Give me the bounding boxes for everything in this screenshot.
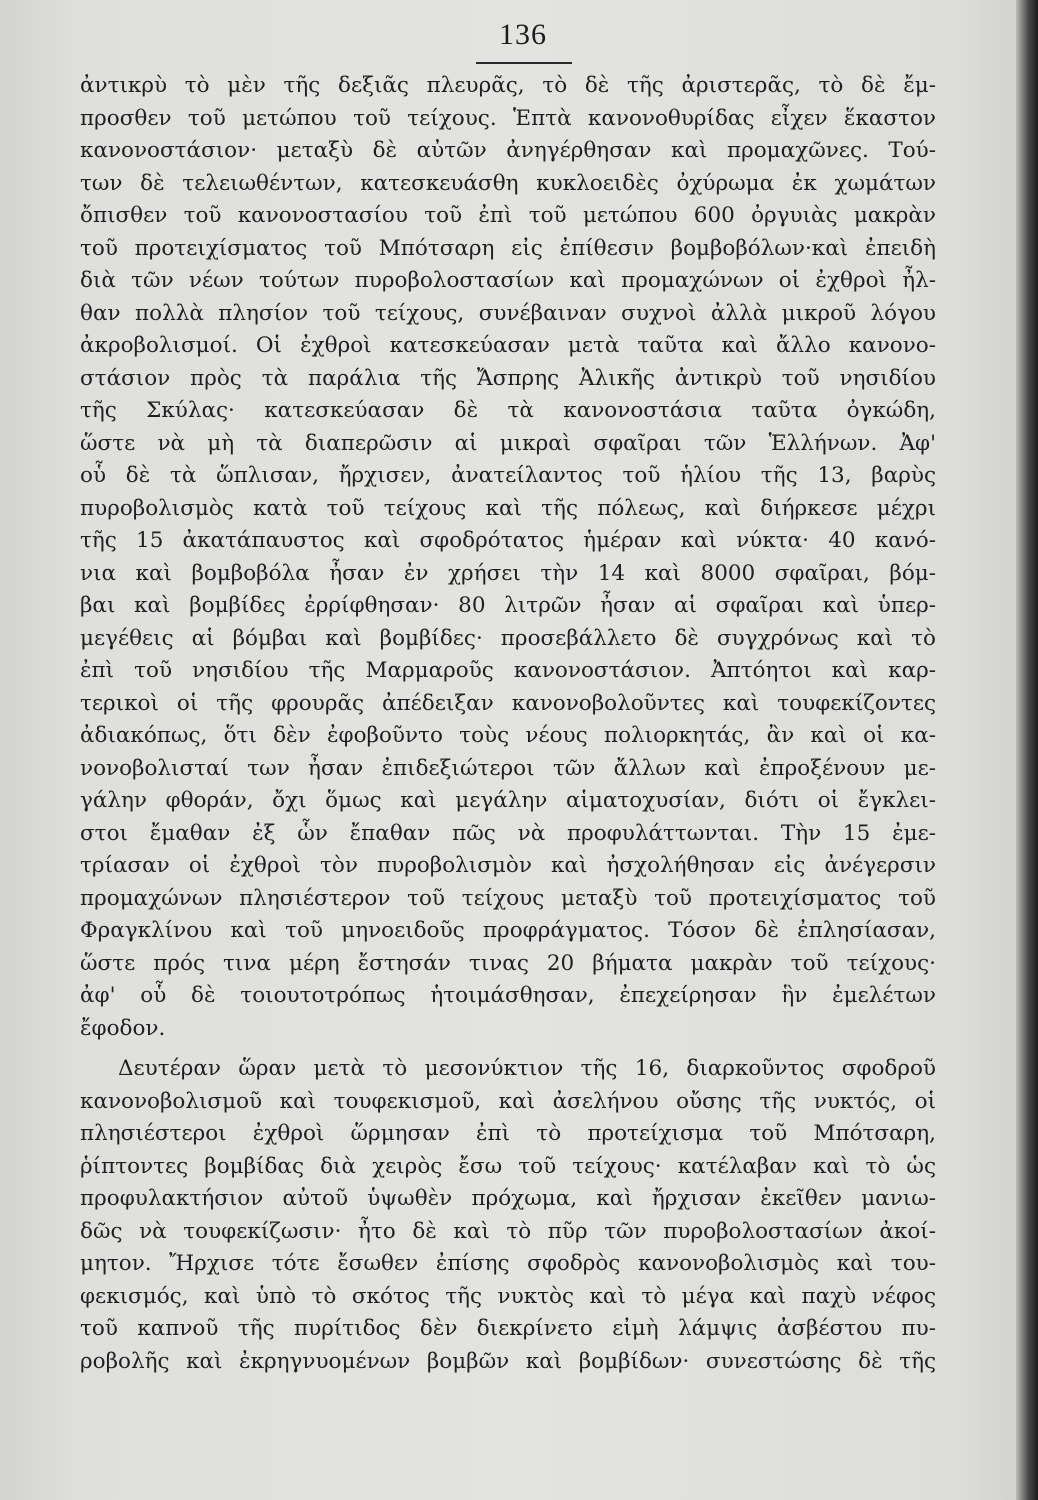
page-number: 136 [499,18,547,51]
text-line: βαι καὶ βομβίδες ἐρρίφθησαν· 80 λιτρῶν ἦσαν αἱ σφαῖραι καὶ ὑπερ- [80,593,936,618]
text-line: τερικοὶ οἱ τῆς φρουρᾶς ἀπέδειξαν κανονοβολοῦντες καὶ τουφεκίζοντες [80,690,936,716]
text-line: ὄπισθεν τοῦ κανονοστασίου τοῦ ἐπὶ τοῦ μετώπου 600 ὀργυιὰς μακρὰν [80,203,936,228]
text-line: τοῦ προτειχίσματος τοῦ Μπότσαρη εἰς ἐπίθεσιν βομβοβόλων·καὶ ἐπειδὴ [80,235,936,261]
text-line: προμαχώνων πλησιέστερον τοῦ τείχους μεταξὺ τοῦ προτειχίσματος τοῦ [80,885,936,911]
paragraph-2 [80,1053,936,1378]
page-number-rule [476,62,572,64]
paragraph-spacer [80,1045,936,1053]
text-line: γάλην φθοράν, ὄχι ὅμως καὶ μεγάλην αἱματοχυσίαν, διότι οἱ ἔγκλει- [80,788,936,813]
text-line: δῶς νὰ τουφεκίζωσιν· ἦτο δὲ καὶ τὸ πῦρ τῶν πυροβολοστασίων ἀκοί- [80,1218,936,1244]
text-line: διὰ τῶν νέων τούτων πυροβολοστασίων καὶ προμαχώνων οἱ ἐχθροὶ ἦλ- [80,268,936,293]
text-line: Δευτέραν ὥραν μετὰ τὸ μεσονύκτιον τῆς 16, διαρκοῦντος σφοδροῦ [118,1056,936,1081]
text-line: τοῦ καπνοῦ τῆς πυρίτιδος δὲν διεκρίνετο εἰμὴ λάμψις ἀσβέστου πυ- [80,1316,936,1341]
text-line: πυροβολισμὸς κατὰ τοῦ τείχους καὶ τῆς πόλεως, καὶ διήρκεσε μέχρι [80,495,936,521]
text-line: ἔφοδον. [80,1015,166,1041]
text-line: νια καὶ βομβοβόλα ἦσαν ἐν χρήσει τὴν 14 καὶ 8000 σφαῖραι, βόμ- [80,560,936,586]
text-line: ροβολῆς καὶ ἐκρηγνυομένων βομβῶν καὶ βομβίδων· συνεστώσης δὲ τῆς [80,1348,936,1374]
text-line: Φραγκλίνου καὶ τοῦ μηνοειδοῦς προφράγματος. Τόσον δὲ ἐπλησίασαν, [80,918,936,943]
text-line: θαν πολλὰ πλησίον τοῦ τείχους, συνέβαιναν συχνοὶ ἀλλὰ μικροῦ λόγου [80,300,936,326]
text-line: κανονοστάσιον· μεταξὺ δὲ αὐτῶν ἀνηγέρθησαν καὶ προμαχῶνες. Τού- [80,138,936,163]
text-line: ἀντικρὺ τὸ μὲν τῆς δεξιᾶς πλευρᾶς, τὸ δὲ τῆς ἀριστερᾶς, τὸ δὲ ἔμ- [80,73,936,98]
text-line: προφυλακτήσιον αὐτοῦ ὑψωθὲν πρόχωμα, καὶ ἤρχισαν ἐκεῖθεν μανιω- [80,1186,936,1211]
text-line: ἀφ' οὗ δὲ τοιουτοτρόπως ἡτοιμάσθησαν, ἐπεχείρησαν ἣν ἐμελέτων [80,983,936,1008]
text-line: ἐπὶ τοῦ νησιδίου τῆς Μαρμαροῦς κανονοστάσιον. Ἀπτόητοι καὶ καρ- [80,658,936,683]
text-line: προσθεν τοῦ μετώπου τοῦ τείχους. Ἑπτὰ κανονοθυρίδας εἶχεν ἕκαστον [80,105,936,131]
text-line: ἀδιακόπως, ὅτι δὲν ἐφοβοῦντο τοὺς νέους πολιορκητάς, ἂν καὶ οἱ κα- [80,723,936,748]
text-line: ὥστε πρός τινα μέρη ἔστησάν τινας 20 βήματα μακρὰν τοῦ τείχους· [80,950,936,976]
text-line: τῆς Σκύλας· κατεσκεύασαν δὲ τὰ κανονοστάσια ταῦτα ὀγκώδη, [80,398,936,423]
text-line: τῆς 15 ἀκατάπαυστος καὶ σφοδρότατος ἡμέραν καὶ νύκτα· 40 κανό- [80,528,936,553]
text-line: στοι ἔμαθαν ἐξ ὧν ἔπαθαν πῶς νὰ προφυλάττωνται. Τὴν 15 ἐμε- [80,820,936,846]
text-line: των δὲ τελειωθέντων, κατεσκευάσθη κυκλοειδὲς ὀχύρωμα ἐκ χωμάτων [80,170,936,196]
text-line: στάσιον πρὸς τὰ παράλια τῆς Ἄσπρης Ἀλικῆς ἀντικρὺ τοῦ νησιδίου [80,365,936,391]
paragraph-1 [80,70,936,1045]
text-line: ἀκροβολισμοί. Οἱ ἐχθροὶ κατεσκεύασαν μετὰ ταῦτα καὶ ἄλλο κανονο- [80,333,936,358]
text-line: ῥίπτοντες βομβίδας διὰ χειρὸς ἔσω τοῦ τείχους· κατέλαβαν καὶ τὸ ὡς [80,1153,936,1179]
text-line: τρίασαν οἱ ἐχθροὶ τὸν πυροβολισμὸν καὶ ἠσχολήθησαν εἰς ἀνέγερσιν [80,853,936,878]
text-line: ὥστε νὰ μὴ τὰ διαπερῶσιν αἱ μικραὶ σφαῖραι τῶν Ἑλλήνων. Ἀφ' [80,430,936,456]
text-line: νονοβολισταί των ἦσαν ἐπιδεξιώτεροι τῶν ἄλλων καὶ ἐπροξένουν με- [80,755,936,781]
body-text [80,70,936,1378]
page-edge-shadow [1016,0,1038,1500]
text-line: μητον. Ἤρχισε τότε ἔσωθεν ἐπίσης σφοδρὸς κανονοβολισμὸς καὶ του- [80,1251,936,1276]
text-line: οὗ δὲ τὰ ὥπλισαν, ἤρχισεν, ἀνατείλαντος τοῦ ἡλίου τῆς 13, βαρὺς [80,463,936,488]
text-line: κανονοβολισμοῦ καὶ τουφεκισμοῦ, καὶ ἀσελήνου οὔσης τῆς νυκτός, οἱ [80,1088,936,1114]
text-line: μεγέθεις αἱ βόμβαι καὶ βομβίδες· προσεβάλλετο δὲ συγχρόνως καὶ τὸ [80,625,936,651]
text-line: φεκισμός, καὶ ὑπὸ τὸ σκότος τῆς νυκτὸς καὶ τὸ μέγα καὶ παχὺ νέφος [80,1283,936,1309]
text-line: πλησιέστεροι ἐχθροὶ ὥρμησαν ἐπὶ τὸ προτείχισμα τοῦ Μπότσαρη, [80,1121,936,1146]
